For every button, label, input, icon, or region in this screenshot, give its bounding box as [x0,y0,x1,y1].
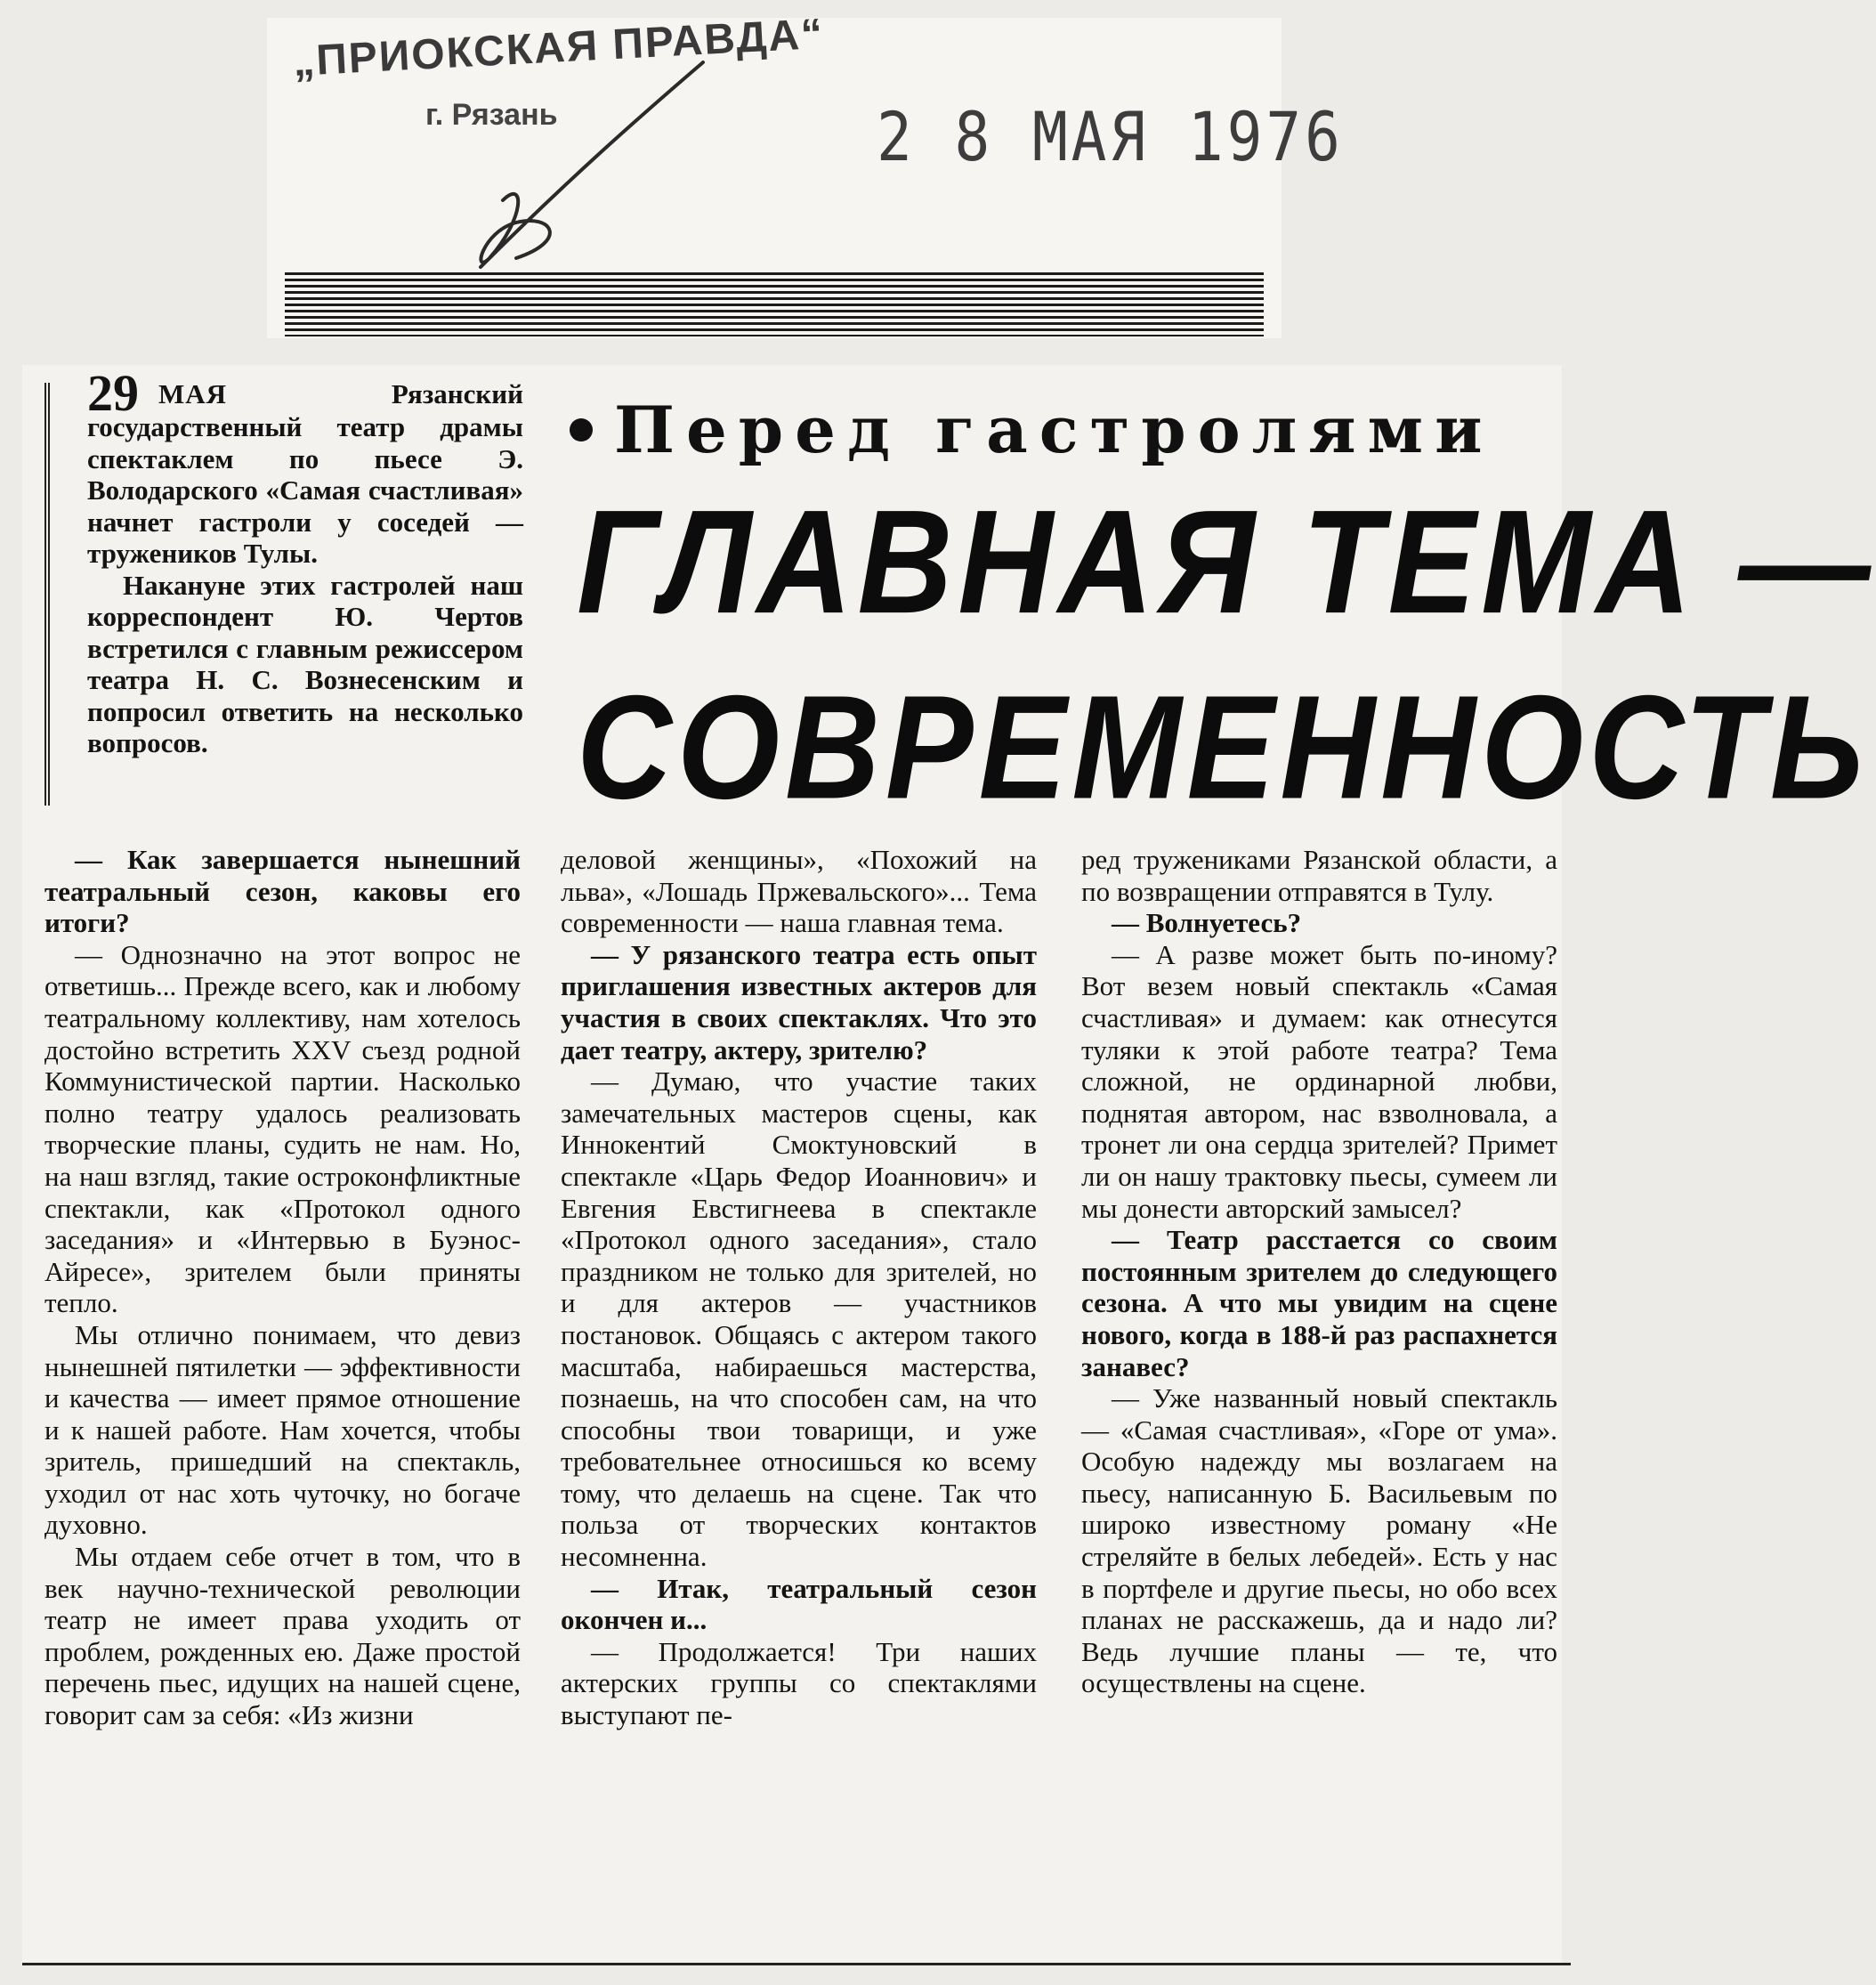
stamp-stripes [285,272,1264,336]
dateline-day: 29 [87,364,139,422]
answer-paragraph: — Однозначно на этот вопрос не ответишь... Прежде всего, как и любому театральному коллективу, нам хотелось достойно встретить XXV съезд родной Коммунистической партии. Насколько полно театру удалось реализовать творческие планы, судить не нам. Но, на наш взгляд, такие остроконфликтные спектакли, как «Протокол одного заседания» и «Интервью в Буэнос-Айресе», зрителем были приняты тепло. [44,938,521,1319]
answer-paragraph: — А разве может быть по-иному? Вот везем новый спектакль «Самая счастливая» и думаем: как отнесутся туляки к этой работе театра? Тема сложной, не ординарной любви, поднятая автором, нас взволновала, а тронет ли она сердца зрителей? Примет ли он нашу трактовку пьесы, сумеем ли мы донести авторский замысел? [1081,938,1557,1224]
dateline-month: МАЯ [158,378,228,409]
intro-rule [44,383,50,806]
clipping-edge [22,1963,1571,1965]
article-lead [87,364,523,759]
rubric: Перед гастролями [614,392,1494,467]
lead-paragraph-1: Рязанский государственный театр драмы спектаклем по пьесе Э. Володарского «Самая счастливая» начнет гастроли у соседей — тружеников Тулы. [87,378,523,569]
headline-line-1: ГЛАВНАЯ ТЕМА — [577,480,1876,644]
lead-paragraph-2: Накануне этих гастролей наш корреспондент Ю. Чертов встретился с главным режиссером театра Н. С. Вознесенским и попросил ответить на несколько вопросов. [87,569,523,758]
answer-paragraph: деловой женщины», «Похожий на льва», «Лошадь Пржевальского»... Тема современности — наша главная тема. [561,844,1037,939]
handwritten-signature-icon [418,45,792,285]
answer-paragraph: — Уже названный новый спектакль — «Самая счастливая», «Горе от ума». Особую надежду мы возлагаем на пьесу, написанную Б. Васильевым по широко известному роману «Не стреляйте в белых лебедей». Есть у нас в портфеле и другие пьесы, но обо всех планах не расскажешь, да и надо ли? Ведь лучшие планы — те, что осуществлены на сцене. [1081,1382,1557,1699]
headline-line-2: СОВРЕМЕННОСТЬ [577,665,1869,830]
answer-paragraph: ред тружениками Рязанской области, а по возвращении отправятся в Тулу. [1081,844,1557,907]
headline [577,470,1876,841]
question: — Волнуетесь? [1112,907,1302,939]
question: — Итак, театральный сезон окончен и... [561,1572,1037,1636]
question: — Как завершается нынешний театральный сезон, каковы его итоги? [44,844,521,939]
newspaper-stamp-city: г. Рязань [425,98,558,132]
question: — У рязанского театра есть опыт приглашения известных актеров для участия в своих спектаклях. Что это дает театру, актеру, зрителю? [561,938,1037,1065]
rubric-bullet-icon [570,418,593,442]
column-1 [44,844,521,1731]
column-2 [561,844,1037,1731]
newspaper-stamp-name: „ПРИОКСКАЯ ПРАВДА“ [292,10,826,85]
answer-paragraph: — Продолжается! Три наших актерских группы со спектаклями выступают пе- [561,1635,1037,1731]
column-3 [1081,844,1557,1699]
answer-paragraph: Мы отдаем себе отчет в том, что в век научно-технической революции театр не имеет права уходить от проблем, рожденных ею. Даже простой перечень пьес, идущих на нашей сцене, говорит сам за себя: «Из жизни [44,1541,521,1731]
question: — Театр расстается со своим постоянным зрителем до следующего сезона. А что мы увидим на сцене нового, когда в 188-й раз распахнется занавес? [1081,1224,1557,1382]
answer-paragraph: Мы отлично понимаем, что девиз нынешней пятилетки — эффективности и качества — имеет прямое отношение и к нашей работе. Нам хочется, чтобы зритель, пришедший на спектакль, уходил от нас хоть чуточку, но богаче духовно. [44,1318,521,1541]
answer-paragraph: — Думаю, что участие таких замечательных мастеров сцены, как Иннокентий Смоктуновский в спектакле «Царь Федор Иоаннович» и Евгения Евстигнеева в спектакле «Протокол одного заседания», стало праздником не только для зрителей, но и для актеров — участников постановок. Общаясь с актером такого масштаба, набираешься мастерства, познаешь, на что способен сам, на что способны твои товарищи, и уже требовательнее относишься ко всему тому, что делаешь на сцене. Так что польза от творческих контактов несомненна. [561,1065,1037,1573]
stamp-date: 2 8 МАЯ 1976 [877,98,1344,177]
